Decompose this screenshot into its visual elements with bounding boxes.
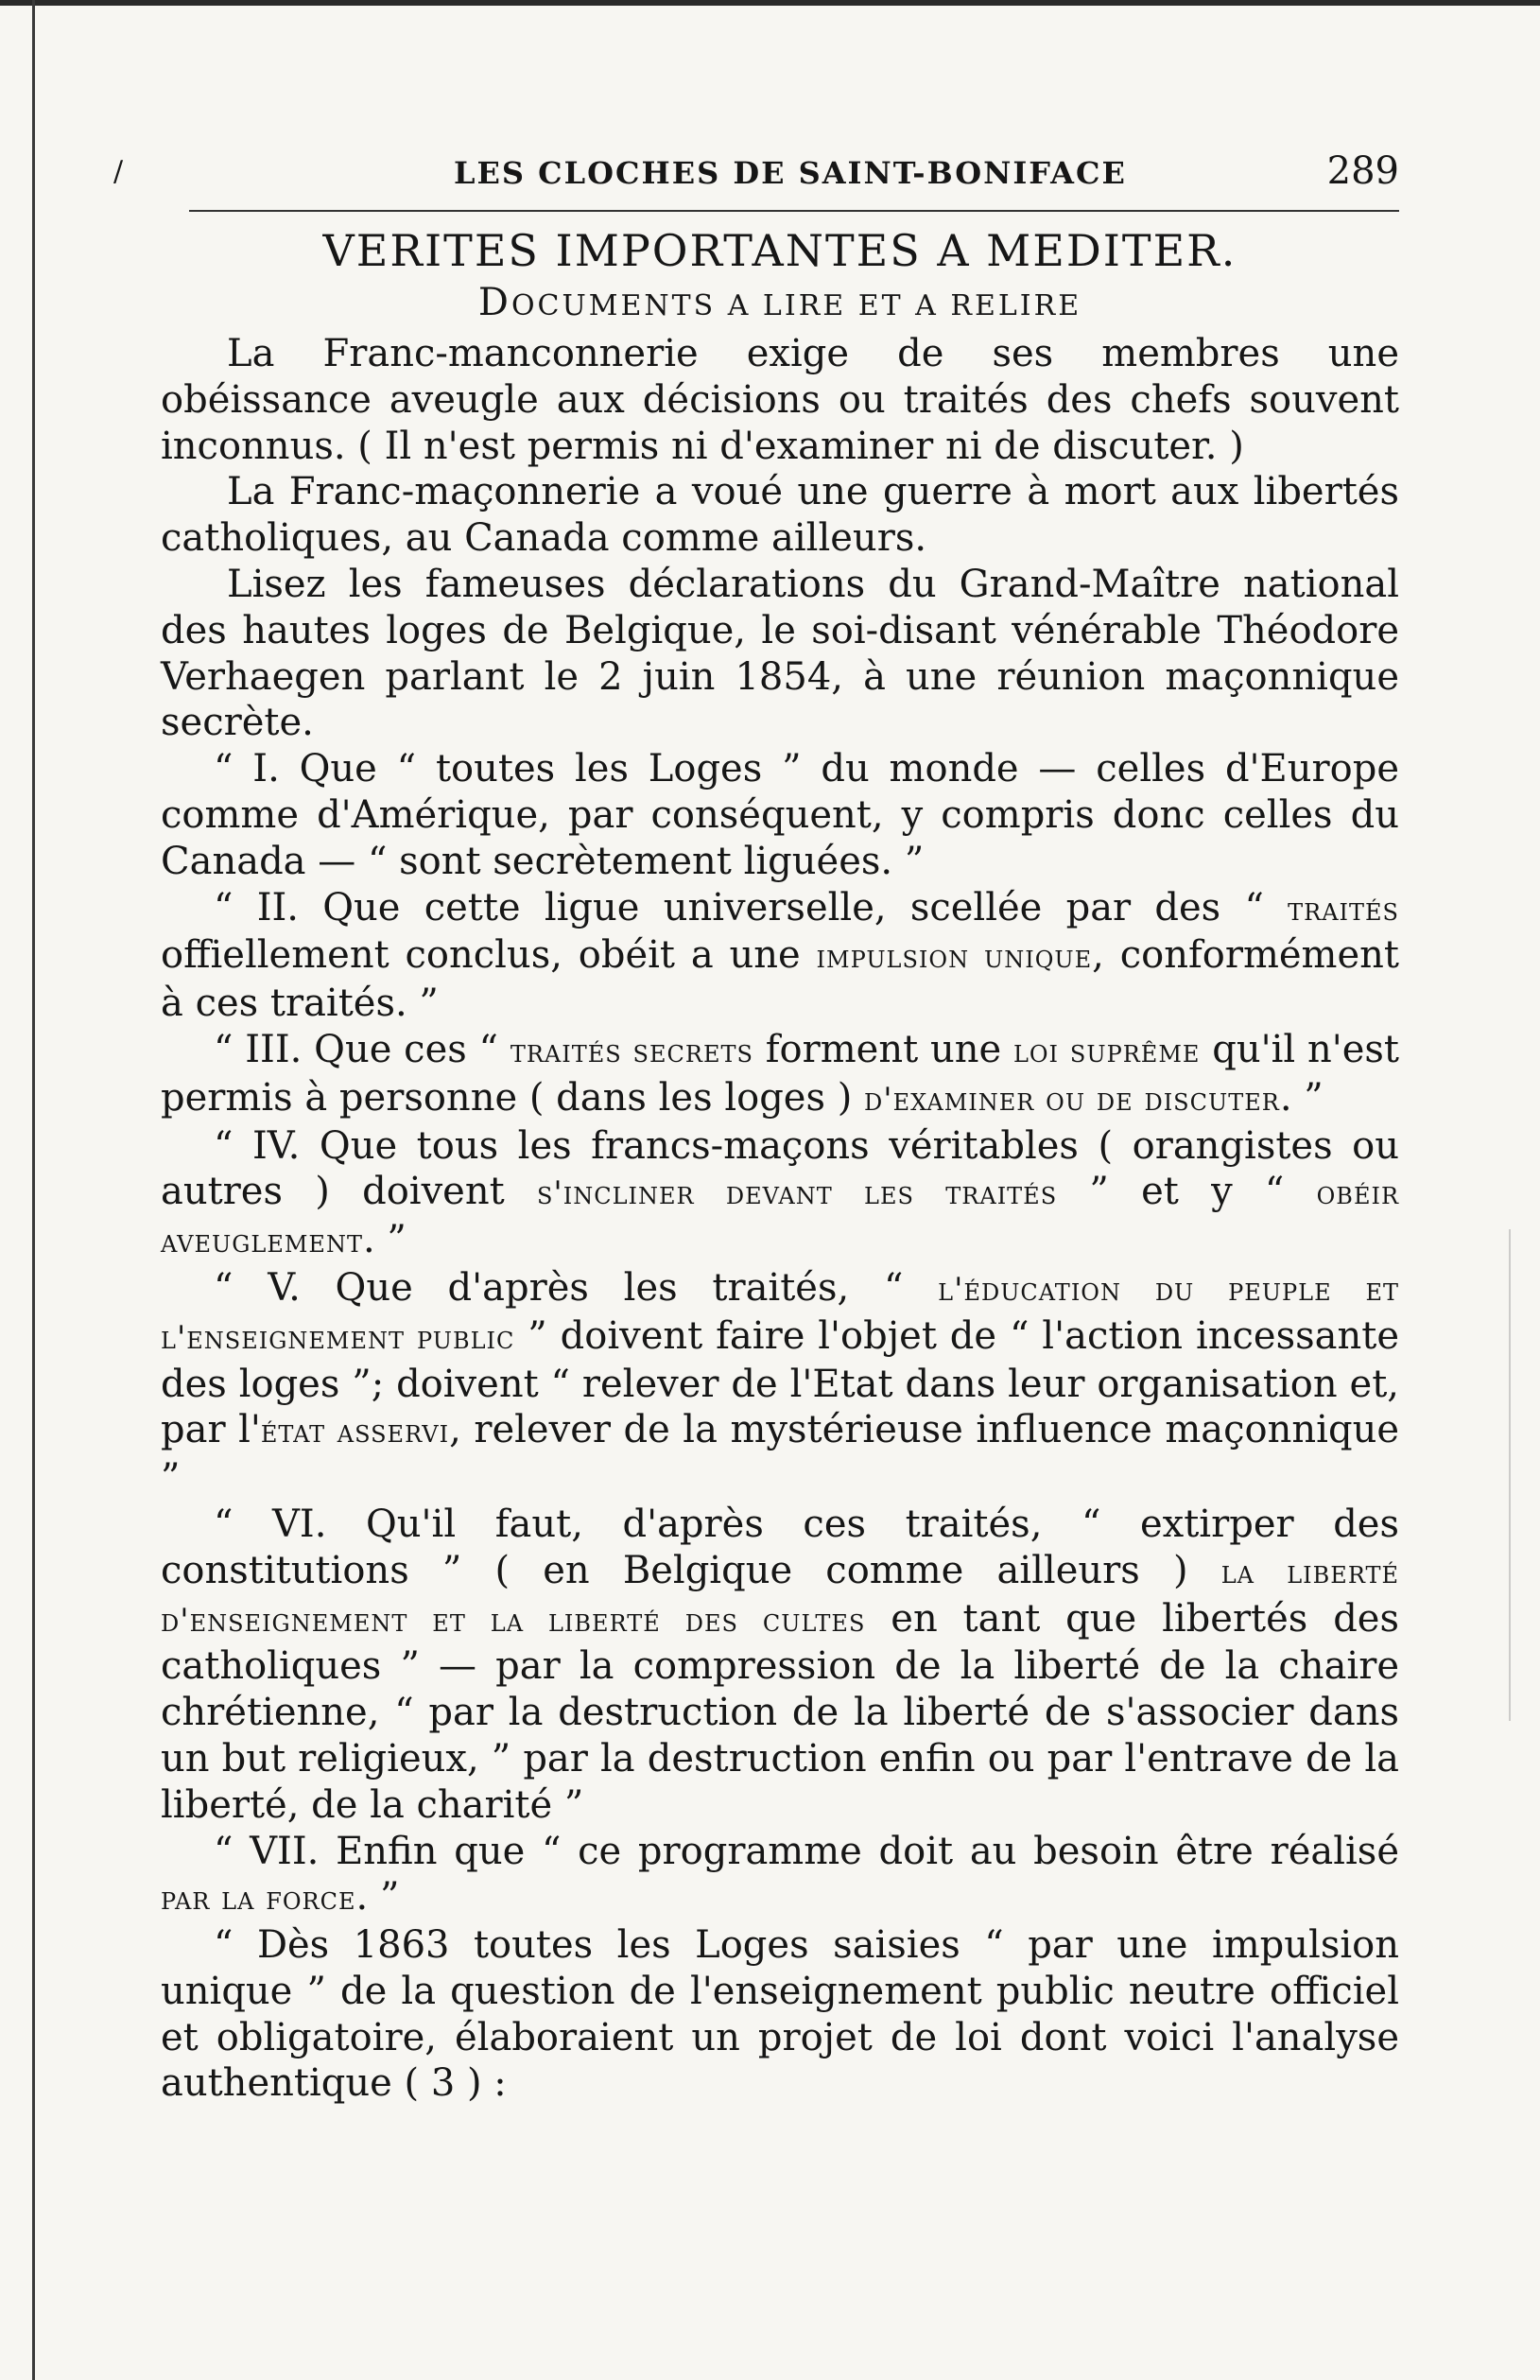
- text-run: “ V. Que d'après les traités, “: [214, 1265, 939, 1310]
- text-run: “ VI. Qu'il faut, d'après ces traités, “ extirper des constitutions ” ( en Belgique comme ailleurs ): [161, 1502, 1399, 1592]
- page-number: 289: [1326, 149, 1399, 193]
- text-run: “ IV. Que tous les francs-maçons véritables ( orangistes ou autres ) doivent: [161, 1123, 1399, 1214]
- small-caps-run: l'éducation du peuple et l'enseignement public: [161, 1270, 1399, 1357]
- declaration-7: [161, 1829, 1399, 1923]
- small-caps-run: loi suprême: [1012, 1032, 1201, 1070]
- small-caps-run: impulsion unique: [816, 938, 1093, 977]
- article-title: VERITES IMPORTANTES A MEDITER.: [322, 225, 1237, 276]
- text-run: “ VII. Enfin que “ ce programme doit au besoin être réalisé: [214, 1829, 1399, 1873]
- running-header: [189, 149, 1399, 206]
- subtitle-initial: D: [477, 281, 511, 324]
- small-caps-run: traités secrets: [510, 1032, 753, 1070]
- article-body: [161, 223, 1399, 2107]
- declaration-3: [161, 1027, 1399, 1123]
- margin-tick: /: [113, 155, 124, 188]
- paragraph-2: La Franc-maçonnerie a voué une guerre à mort aux libertés catholiques, au Canada comme ailleurs.: [161, 470, 1399, 561]
- declaration-2: [161, 885, 1399, 1027]
- text-run: . ”: [1279, 1075, 1324, 1120]
- declaration-5: [161, 1265, 1399, 1502]
- paragraph-1: La Franc-manconnerie exige de ses membres une obéissance aveugle aux décisions ou traités des chefs souvent inconnus. ( Il n'est permis ni d'examiner ni de discuter. ): [161, 332, 1399, 468]
- declaration-4: [161, 1123, 1399, 1265]
- top-edge-rule: [0, 0, 1540, 6]
- running-title: LES CLOCHES DE SAINT-BONIFACE: [454, 155, 1127, 191]
- small-caps-run: obéir aveuglement: [161, 1174, 1400, 1261]
- small-caps-run: état asservi: [260, 1413, 450, 1451]
- text-run: ” et y “: [1057, 1170, 1317, 1214]
- text-run: “ III. Que ces “: [214, 1027, 510, 1071]
- small-caps-run: s'incliner devant les traités: [536, 1174, 1058, 1213]
- text-run: , relever de la mystérieuse influence maçonnique ”: [161, 1408, 1399, 1501]
- text-run: qu'il n'est permis à personne ( dans les loges ): [161, 1027, 1399, 1120]
- small-caps-run: traités: [1288, 890, 1399, 929]
- header-rule: [189, 210, 1399, 212]
- text-run: en tant que libertés des catholiques ” — par la compression de la liberté de la chaire chrétienne, “ par la destruction de la liberté de s'associer dans un but religieux, ” par la destruction enfin ou par l'entrave de la liberté, de la charité ”: [161, 1596, 1399, 1827]
- text-run: “ II. Que cette ligue universelle, scellée par des “: [214, 885, 1289, 929]
- declaration-6: [161, 1502, 1399, 1829]
- text-run: , conformément à ces traités. ”: [161, 933, 1399, 1026]
- left-binding-edge: [32, 0, 35, 2380]
- small-caps-run: d'examiner ou de discuter: [864, 1080, 1280, 1119]
- small-caps-run: par la force: [161, 1880, 356, 1919]
- text-run: . ”: [355, 1875, 400, 1920]
- paragraph-3: Lisez les fameuses déclarations du Grand-Maître national des hautes loges de Belgique, le soi-disant vénérable Théodore Verhaegen parlant le 2 juin 1854, à une réunion maçonnique secrète.: [161, 562, 1399, 745]
- small-caps-run: la liberté d'enseignement et la liberté des cultes: [161, 1553, 1399, 1640]
- text-run: forment une: [753, 1027, 1013, 1071]
- paragraph-final: “ Dès 1863 toutes les Loges saisies “ par une impulsion unique ” de la question de l'enseignement public neutre officiel et obligatoire, élaboraient un projet de loi dont voici l'analyse authentique ( 3 ) :: [161, 1923, 1399, 2106]
- scan-artifact: [1509, 1229, 1511, 1721]
- text-run: ” doivent faire l'objet de “ l'action incessante des loges ”; doivent “ relever de l'Etat dans leur organisation et, par l': [161, 1313, 1399, 1452]
- text-run: . ”: [362, 1218, 407, 1262]
- subtitle-rest: OCUMENTS A LIRE ET A RELIRE: [510, 289, 1082, 322]
- text-run: offiellement conclus, obéit a une: [161, 933, 817, 978]
- article-subtitle: [161, 280, 1399, 329]
- declaration-1: “ I. Que “ toutes les Loges ” du monde — celles d'Europe comme d'Amérique, par conséquent, y compris donc celles du Canada — “ sont secrètement liguées. ”: [161, 747, 1399, 883]
